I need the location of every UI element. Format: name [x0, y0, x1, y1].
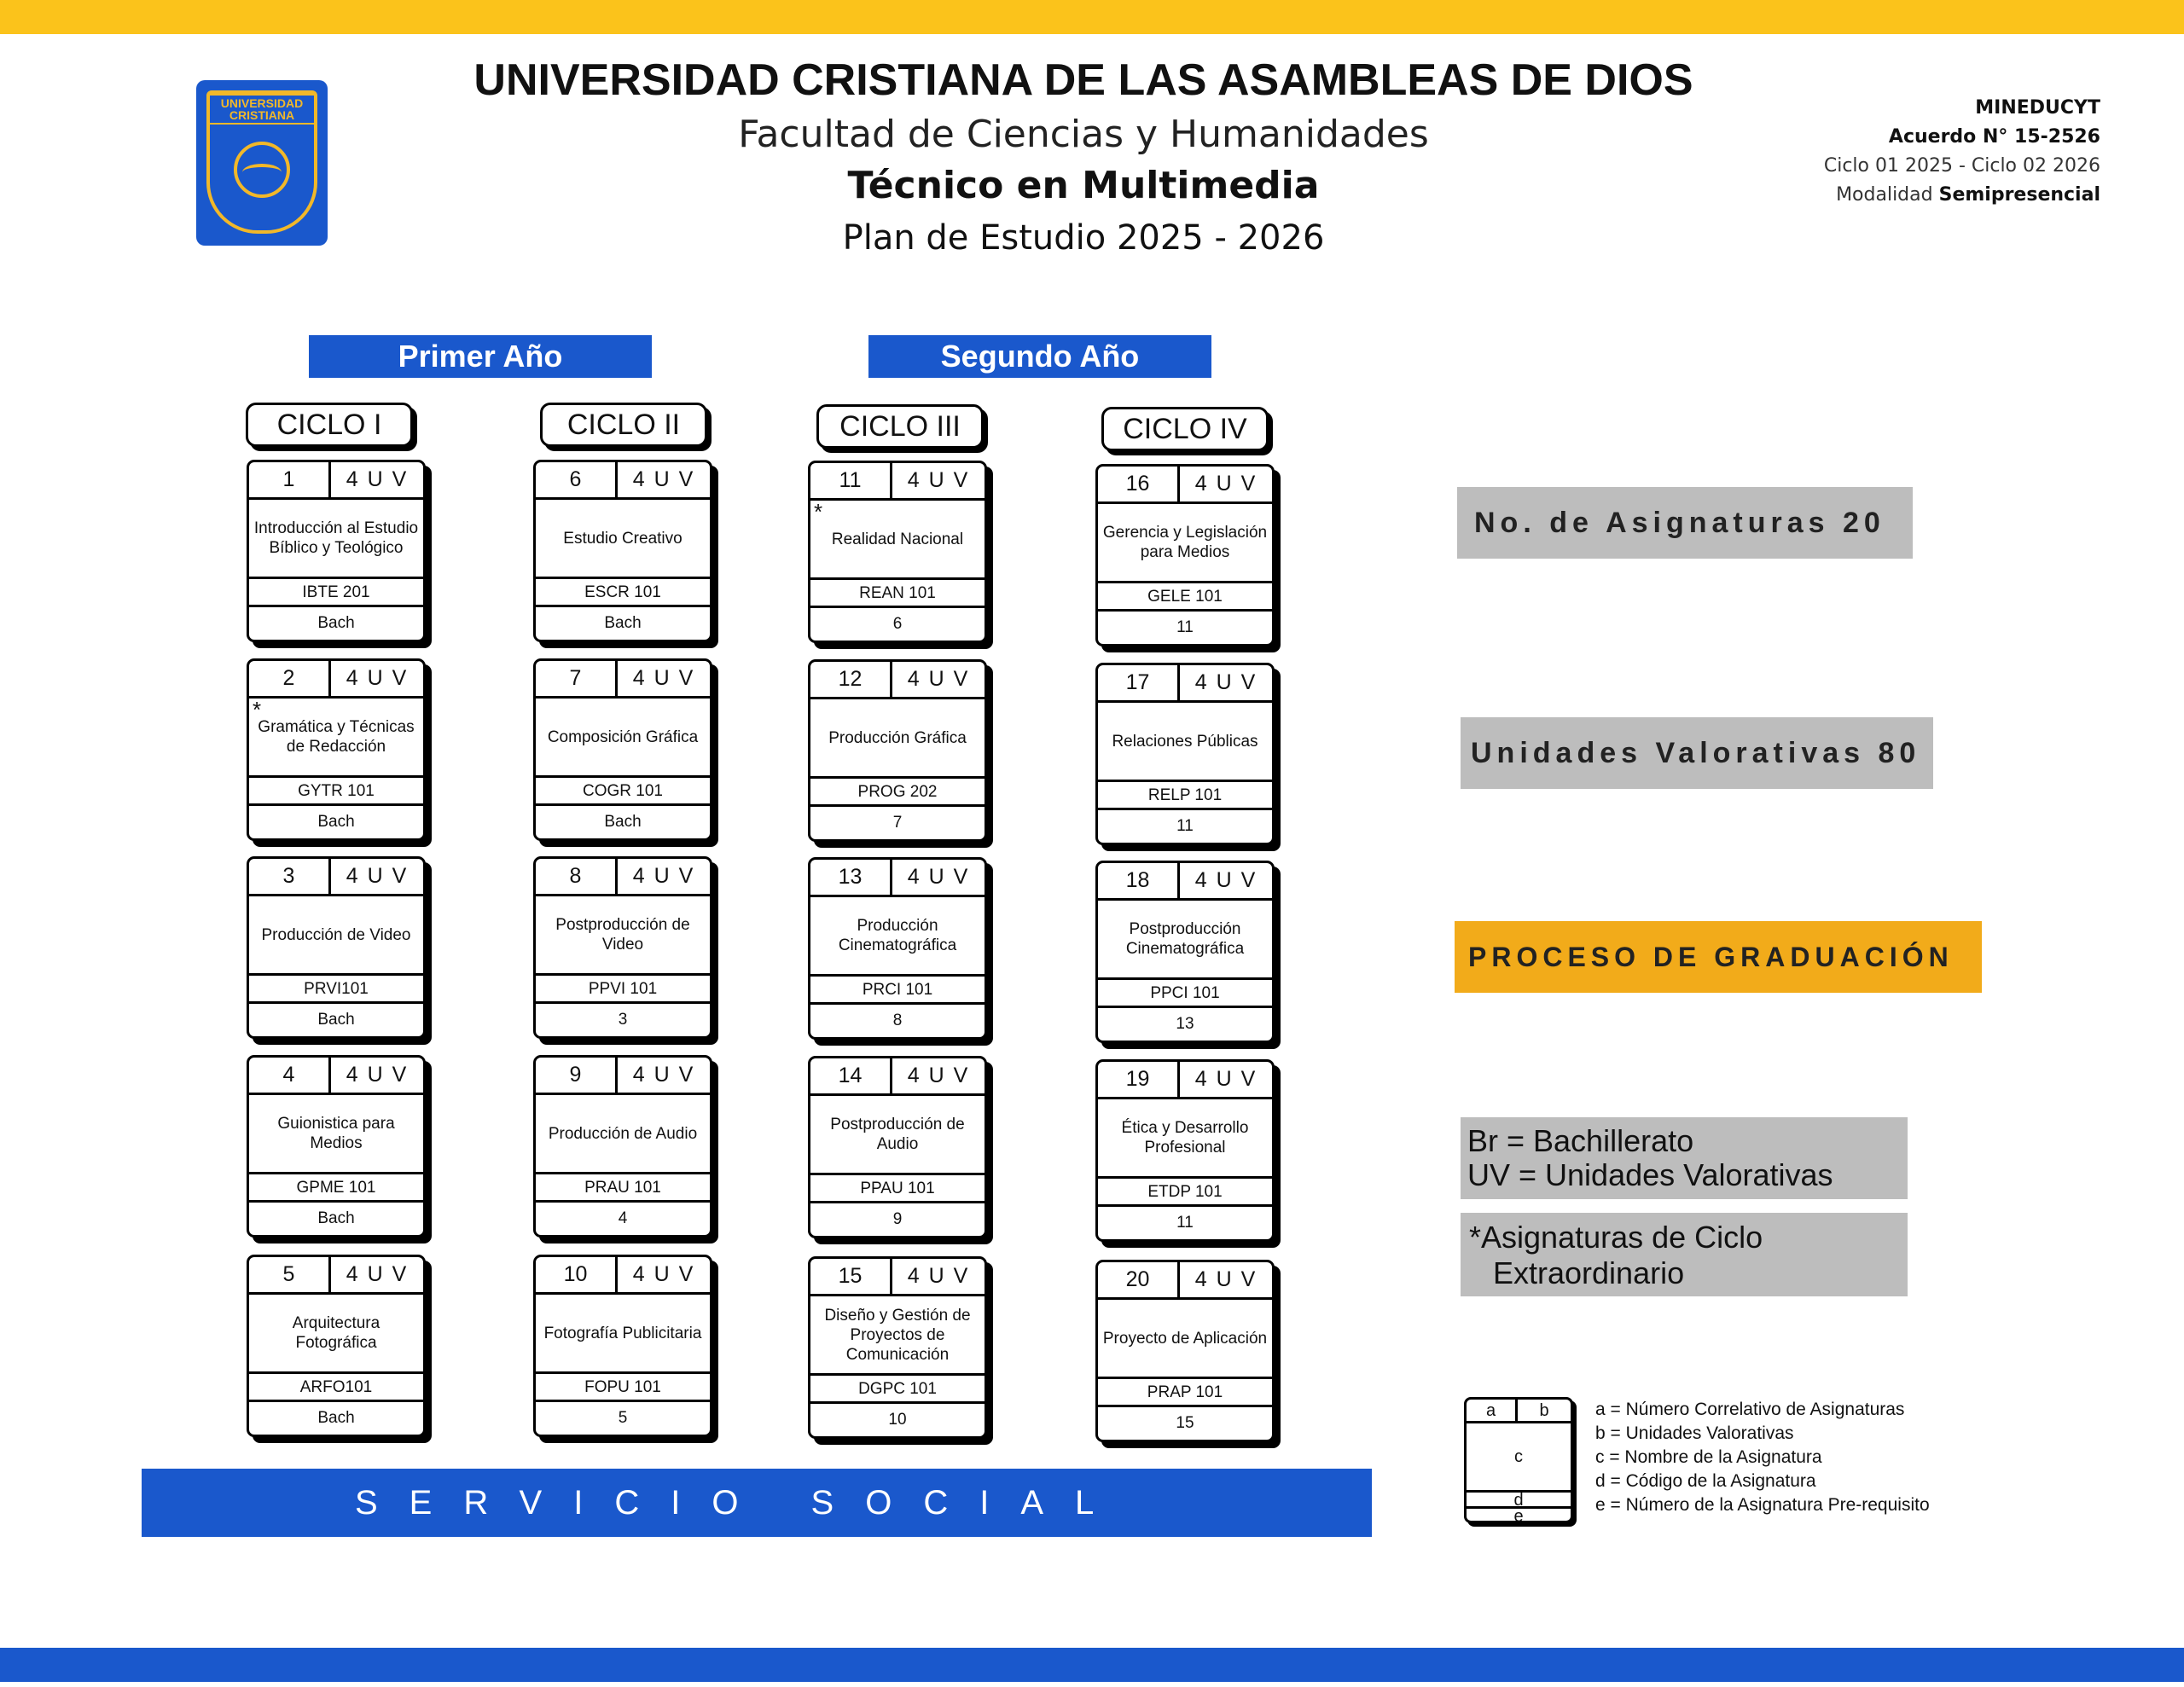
ciclo-label-2: CICLO II: [540, 403, 707, 447]
legend-cell-a: a: [1467, 1400, 1518, 1423]
course-units: 4 U V: [907, 468, 970, 492]
units-count-box: Unidades Valorativas 80: [1461, 717, 1933, 789]
course-units: 4 U V: [346, 1262, 409, 1286]
bottom-blue-stripe: [0, 1648, 2184, 1682]
course-prerequisite: 11: [1176, 817, 1194, 835]
course-card: [1095, 1260, 1275, 1442]
course-prerequisite: 7: [892, 814, 903, 832]
course-card-header: [536, 661, 710, 699]
course-card: [247, 658, 426, 841]
course-card-header: [1098, 665, 1272, 703]
course-code: PPAU 101: [810, 1173, 985, 1203]
ciclo-label-4: CICLO IV: [1101, 407, 1269, 451]
course-name: Postproducción de Video: [555, 916, 690, 954]
extraordinary-asterisk-icon: *: [814, 499, 823, 525]
year-header-first: Primer Año: [309, 335, 652, 378]
course-card: [808, 659, 987, 842]
program-title: Técnico en Multimedia: [847, 164, 1320, 207]
meta-agreement: Acuerdo N° 15-2526: [1888, 126, 2100, 148]
course-prerequisite: Bach: [317, 1409, 355, 1427]
course-prerequisite: Bach: [317, 813, 355, 831]
course-units: 4 U V: [346, 666, 409, 690]
course-card: [533, 1055, 712, 1238]
course-card-header: [249, 661, 423, 699]
course-units: 4 U V: [1194, 1067, 1258, 1091]
course-units: 4 U V: [632, 666, 695, 690]
course-card-header: [249, 462, 423, 500]
course-code: GYTR 101: [249, 775, 423, 806]
course-units: 4 U V: [1194, 1267, 1258, 1291]
course-card-header: [249, 1058, 423, 1095]
course-number: 8: [536, 859, 618, 894]
course-number: 2: [249, 661, 331, 696]
course-code: PROG 202: [810, 776, 985, 807]
course-number: 20: [1098, 1262, 1180, 1297]
meta-modality: Modalidad Semipresencial: [1836, 184, 2100, 206]
course-number: 16: [1098, 467, 1180, 501]
legend-cell-d: d: [1467, 1490, 1571, 1509]
course-code: RELP 101: [1098, 780, 1272, 810]
course-name: Postproducción de Audio: [830, 1116, 965, 1153]
course-number: 6: [536, 462, 618, 497]
course-code: ARFO101: [249, 1371, 423, 1402]
course-card-header: [536, 1257, 710, 1295]
course-name: Realidad Nacional: [831, 530, 964, 548]
course-prerequisite: 11: [1176, 1214, 1194, 1232]
course-number: 9: [536, 1058, 618, 1093]
course-card: [1095, 861, 1275, 1043]
course-card-header: [1098, 1262, 1272, 1300]
course-number: 3: [249, 859, 331, 894]
course-card-header: [810, 1259, 985, 1296]
course-card-header: [1098, 467, 1272, 504]
course-card-header: [1098, 863, 1272, 901]
course-card: [247, 1255, 426, 1437]
course-units: 4 U V: [632, 864, 695, 888]
course-name: Producción Gráfica: [828, 728, 967, 747]
course-units: 4 U V: [346, 864, 409, 888]
course-units: 4 U V: [632, 1063, 695, 1087]
course-number: 12: [810, 662, 892, 697]
course-units: 4 U V: [907, 667, 970, 691]
course-name: Diseño y Gestión de Proyectos de Comunicación: [824, 1306, 971, 1364]
course-code: DGPC 101: [810, 1373, 985, 1404]
course-card: [808, 1056, 987, 1238]
course-prerequisite: 6: [892, 615, 903, 633]
course-name: Introducción al Estudio Bíblico y Teológico: [253, 519, 419, 557]
extraordinary-line-2: Extraordinario: [1493, 1255, 1685, 1290]
course-card-header: [249, 859, 423, 896]
course-code: PRAU 101: [536, 1172, 710, 1203]
legend-cell-b: b: [1518, 1400, 1571, 1423]
course-code: PPVI 101: [536, 973, 710, 1004]
course-card-header: [249, 1257, 423, 1295]
course-code: PRVI101: [249, 973, 423, 1004]
course-code: ETDP 101: [1098, 1176, 1272, 1207]
course-card-header: [810, 662, 985, 699]
course-prerequisite: 4: [618, 1209, 628, 1227]
course-units: 4 U V: [1194, 868, 1258, 892]
course-name: Gerencia y Legislación para Medios: [1102, 524, 1268, 561]
top-yellow-stripe: [0, 0, 2184, 34]
course-number: 13: [810, 860, 892, 895]
course-units: 4 U V: [1194, 670, 1258, 694]
course-card: [808, 461, 987, 643]
abbreviations-box: [1461, 1117, 1908, 1199]
course-name: Composición Gráfica: [547, 728, 699, 746]
course-prerequisite: 3: [618, 1011, 628, 1029]
ciclo-label-3: CICLO III: [816, 404, 984, 449]
course-prerequisite: Bach: [317, 1011, 355, 1029]
course-card-header: [536, 859, 710, 896]
logo-emblem-icon: [234, 142, 290, 198]
meta-cycles: Ciclo 01 2025 - Ciclo 02 2026: [1823, 155, 2100, 177]
course-prerequisite: Bach: [317, 614, 355, 632]
course-code: REAN 101: [810, 577, 985, 608]
graduation-process-box: PROCESO DE GRADUACIÓN: [1455, 921, 1982, 993]
course-card: [1095, 1059, 1275, 1242]
course-prerequisite: 13: [1176, 1015, 1194, 1033]
course-number: 17: [1098, 665, 1180, 700]
course-name: Ética y Desarrollo Profesional: [1121, 1119, 1249, 1157]
course-code: PRCI 101: [810, 974, 985, 1005]
abbr-br: Br = Bachillerato: [1467, 1123, 1694, 1158]
course-card: [247, 1055, 426, 1238]
course-name: Producción de Video: [261, 925, 411, 944]
course-card-header: [810, 860, 985, 897]
course-number: 19: [1098, 1062, 1180, 1097]
course-prerequisite: 11: [1176, 618, 1194, 636]
course-card-header: [1098, 1062, 1272, 1099]
course-card: [1095, 464, 1275, 646]
course-code: IBTE 201: [249, 577, 423, 607]
faculty-title: Facultad de Ciencias y Humanidades: [738, 113, 1429, 156]
legend-item-a: a = Número Correlativo de Asignaturas: [1595, 1400, 1905, 1419]
course-card: [247, 460, 426, 642]
subjects-count-box: No. de Asignaturas 20: [1457, 487, 1913, 559]
course-number: 15: [810, 1259, 892, 1294]
course-card: [533, 1255, 712, 1437]
logo-text: UNIVERSIDAD CRISTIANA: [208, 94, 316, 125]
course-prerequisite: 15: [1176, 1414, 1194, 1432]
course-name: Gramática y Técnicas de Redacción: [258, 718, 415, 756]
course-name: Postproducción Cinematográfica: [1125, 920, 1245, 958]
course-code: ESCR 101: [536, 577, 710, 607]
course-prerequisite: Bach: [317, 1209, 355, 1227]
ciclo-label-1: CICLO I: [246, 403, 413, 447]
course-name: Producción Cinematográfica: [838, 917, 957, 954]
course-prerequisite: 9: [892, 1210, 903, 1228]
course-prerequisite: 10: [888, 1411, 907, 1429]
course-card: [533, 460, 712, 642]
university-title: UNIVERSIDAD CRISTIANA DE LAS ASAMBLEAS DE DIOS: [473, 55, 1693, 105]
legend-cell-c: c: [1514, 1447, 1523, 1466]
course-number: 14: [810, 1058, 892, 1093]
servicio-social-bar: SERVICIO SOCIAL: [142, 1469, 1372, 1537]
course-card: [247, 856, 426, 1039]
course-card: [533, 658, 712, 841]
course-units: 4 U V: [1194, 472, 1258, 496]
course-units: 4 U V: [346, 1063, 409, 1087]
course-name: Fotografía Publicitaria: [543, 1324, 702, 1342]
course-number: 1: [249, 462, 331, 497]
plan-title: Plan de Estudio 2025 - 2026: [842, 218, 1325, 258]
course-code: PRAP 101: [1098, 1377, 1272, 1407]
course-number: 7: [536, 661, 618, 696]
legend-item-d: d = Código de la Asignatura: [1595, 1471, 1816, 1491]
course-units: 4 U V: [346, 467, 409, 491]
course-code: COGR 101: [536, 775, 710, 806]
course-card-header: [536, 1058, 710, 1095]
extraordinary-line-1: *Asignaturas de Ciclo: [1469, 1220, 1763, 1255]
course-units: 4 U V: [907, 865, 970, 889]
course-card-header: [536, 462, 710, 500]
course-number: 10: [536, 1257, 618, 1292]
course-name: Producción de Audio: [548, 1124, 698, 1143]
meta-ministry: MINEDUCYT: [1975, 97, 2100, 119]
course-name: Guionistica para Medios: [277, 1115, 395, 1152]
course-name: Arquitectura Fotográfica: [292, 1314, 380, 1352]
course-prerequisite: Bach: [604, 813, 642, 831]
course-card: [808, 1256, 987, 1439]
course-prerequisite: 5: [618, 1409, 628, 1427]
course-code: GELE 101: [1098, 581, 1272, 612]
course-card: [808, 857, 987, 1040]
course-card-header: [810, 463, 985, 501]
course-card: [1095, 663, 1275, 845]
legend-item-c: c = Nombre de la Asignatura: [1595, 1447, 1822, 1467]
course-card-header: [810, 1058, 985, 1096]
course-number: 18: [1098, 863, 1180, 898]
extraordinary-note-box: [1461, 1213, 1908, 1296]
course-units: 4 U V: [907, 1064, 970, 1087]
course-prerequisite: Bach: [604, 614, 642, 632]
extraordinary-asterisk-icon: *: [253, 697, 262, 722]
course-number: 4: [249, 1058, 331, 1093]
legend-card-diagram: [1464, 1397, 1573, 1523]
course-units: 4 U V: [907, 1264, 970, 1288]
year-header-second: Segundo Año: [868, 335, 1211, 378]
course-name: Proyecto de Aplicación: [1102, 1329, 1268, 1348]
university-logo: [196, 80, 328, 246]
legend-cell-e: e: [1513, 1507, 1524, 1523]
course-units: 4 U V: [632, 1262, 695, 1286]
course-code: PPCI 101: [1098, 977, 1272, 1008]
course-name: Estudio Creativo: [563, 529, 682, 548]
course-units: 4 U V: [632, 467, 695, 491]
legend-item-e: e = Número de la Asignatura Pre-requisito: [1595, 1495, 1930, 1515]
abbr-uv: UV = Unidades Valorativas: [1467, 1157, 1833, 1192]
legend-item-b: b = Unidades Valorativas: [1595, 1423, 1794, 1443]
course-code: FOPU 101: [536, 1371, 710, 1402]
course-number: 11: [810, 463, 892, 498]
course-card: [533, 856, 712, 1039]
course-code: GPME 101: [249, 1172, 423, 1203]
course-prerequisite: 8: [892, 1012, 903, 1029]
course-number: 5: [249, 1257, 331, 1292]
course-name: Relaciones Públicas: [1112, 732, 1258, 751]
